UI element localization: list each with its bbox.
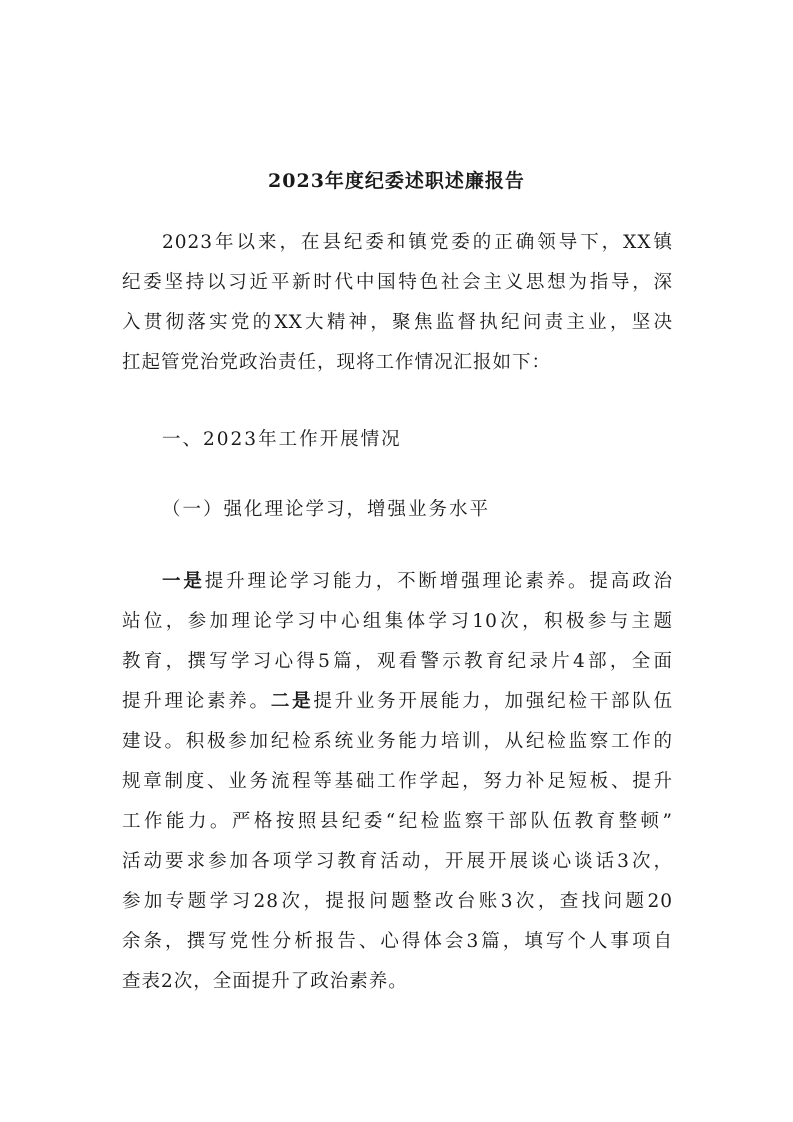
text-line — [122, 609, 673, 635]
text-segment: 扛起管党治党政治责任，现将工作情况汇报如下： — [122, 352, 552, 373]
text-segment: 参加专题学习28次，提报问题整改台账3次，查找问题20 — [122, 891, 673, 912]
subsection-heading: （一）强化理论学习，增强业务水平 — [162, 499, 491, 520]
text-segment: 余条，撰写党性分析报告、心得体会3篇，填写个人事项自 — [122, 931, 673, 952]
text-segment: 提升理论学习能力，不断增强理论素养。提高政治 — [204, 571, 673, 592]
bold-lead-text: 二是 — [270, 691, 314, 712]
text-segment: 规章制度、业务流程等基础工作学起，努力补足短板、提升 — [122, 771, 673, 792]
text-line — [162, 230, 673, 256]
text-segment: 工作能力。严格按照县纪委“纪检监察干部队伍教育整顿” — [122, 811, 673, 832]
text-line — [122, 350, 673, 376]
text-line — [122, 649, 673, 675]
bold-lead-text: 一是 — [162, 571, 205, 592]
text-segment: 提升理论素养。 — [122, 691, 271, 712]
text-line — [122, 729, 673, 755]
text-line — [162, 569, 673, 595]
text-segment: 纪委坚持以习近平新时代中国特色社会主义思想为指导，深 — [122, 272, 673, 293]
text-segment: 站位，参加理论学习中心组集体学习10次，积极参与主题 — [122, 611, 673, 632]
text-line — [122, 929, 673, 955]
document-title: 2023年度纪委述职述廉报告 — [268, 170, 525, 192]
text-line — [122, 849, 673, 875]
text-line — [122, 310, 673, 336]
text-line — [122, 769, 673, 795]
text-segment: 查表2次，全面提升了政治素养。 — [122, 971, 408, 992]
text-line — [122, 889, 673, 915]
text-segment: 入贯彻落实党的XX大精神，聚焦监督执纪问责主业，坚决 — [122, 312, 673, 333]
text-line — [122, 689, 673, 715]
text-line — [122, 809, 673, 835]
text-line — [122, 270, 673, 296]
text-segment: 提升业务开展能力，加强纪检干部队伍 — [313, 691, 673, 712]
text-segment: 活动要求参加各项学习教育活动，开展开展谈心谈话3次， — [122, 851, 673, 872]
section-heading: 一、2023年工作开展情况 — [162, 429, 402, 450]
text-segment: 教育，撰写学习心得5篇，观看警示教育纪录片4部，全面 — [122, 651, 673, 672]
text-segment: 建设。积极参加纪检系统业务能力培训，从纪检监察工作的 — [122, 731, 673, 752]
text-segment: 2023年以来，在县纪委和镇党委的正确领导下，XX镇 — [162, 232, 673, 253]
text-line — [122, 969, 673, 995]
